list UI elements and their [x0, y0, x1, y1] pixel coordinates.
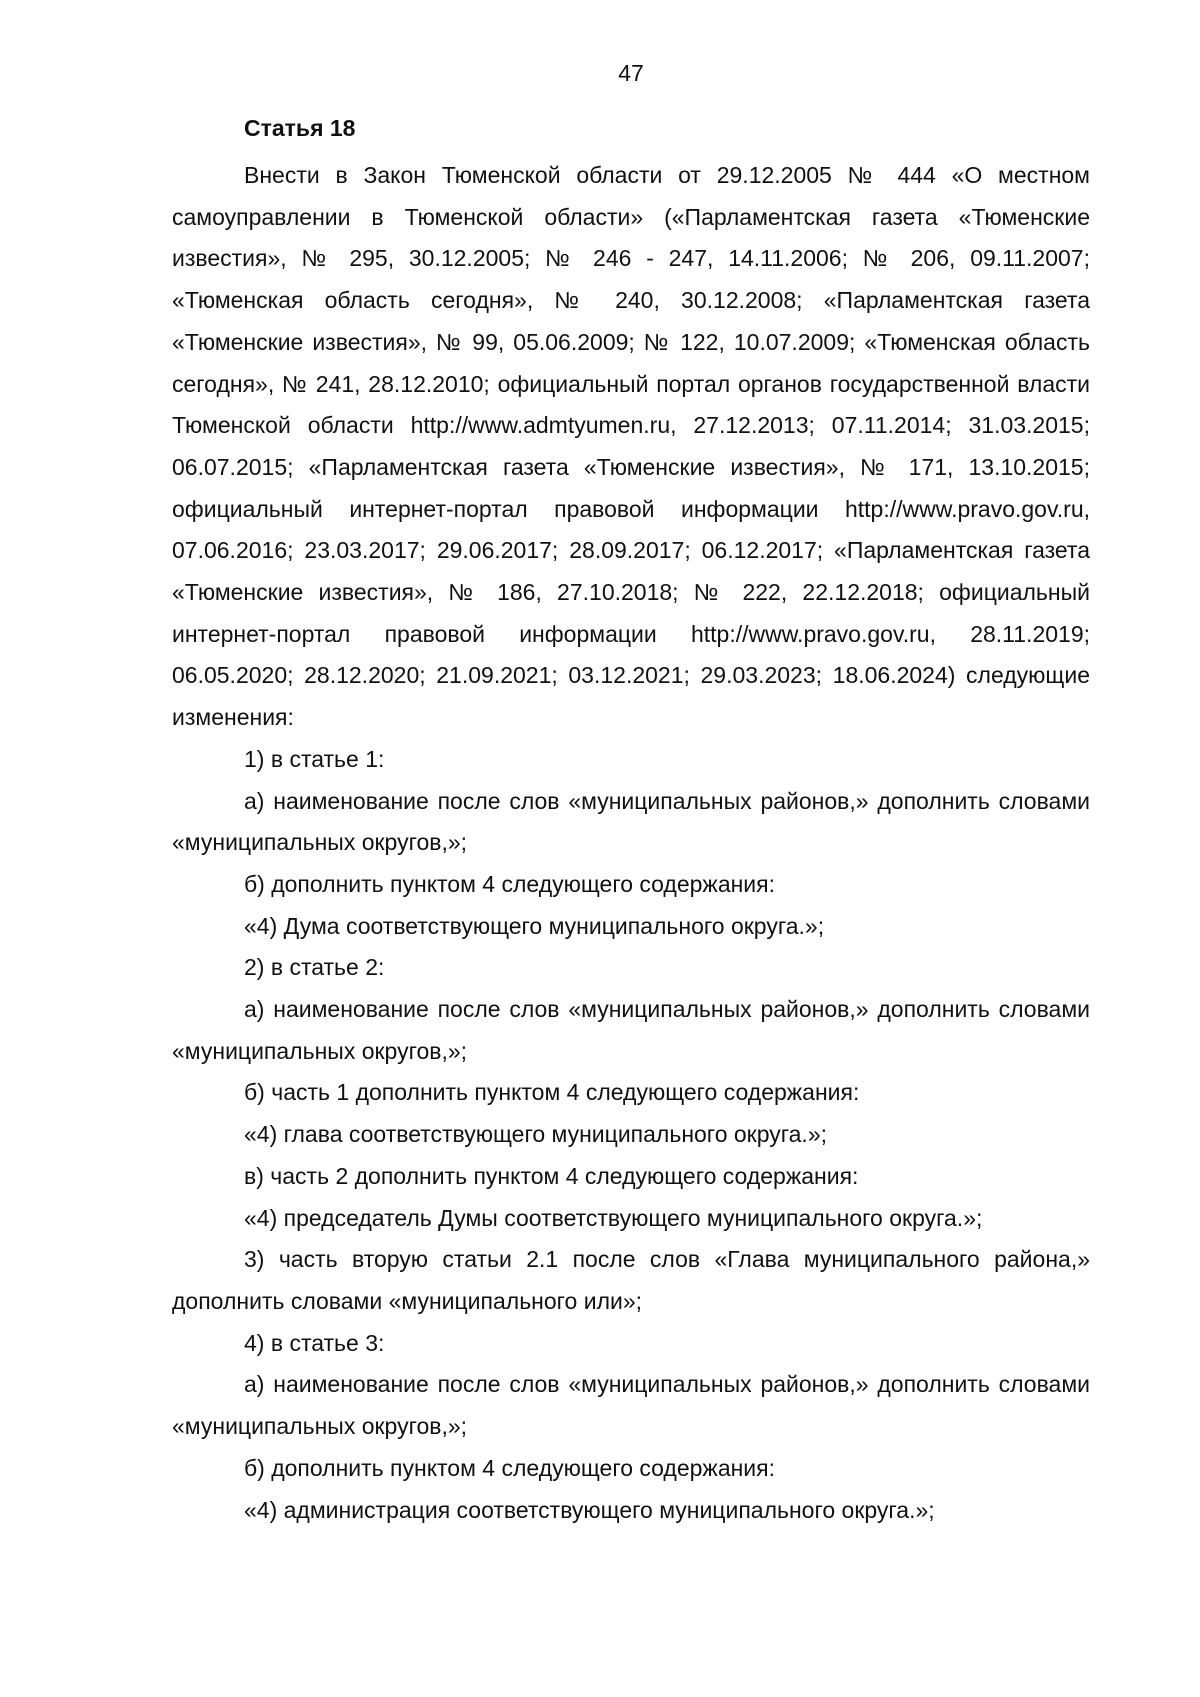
amendment-paragraph: б) дополнить пунктом 4 следующего содержания: [244, 870, 775, 897]
amendment-paragraph: а) наименование после слов «муниципальных районов,» дополнить словами «муниципальных округов,»; [172, 1371, 1090, 1440]
amendment-paragraph: б) часть 1 дополнить пунктом 4 следующего содержания: [244, 1079, 860, 1106]
amendment-paragraph: «4) председатель Думы соответствующего муниципального округа.»; [244, 1204, 983, 1231]
amendment-paragraph: 2) в статье 2: [244, 954, 385, 981]
amendment-paragraph: б) дополнить пунктом 4 следующего содержания: [244, 1454, 775, 1481]
amendment-paragraph: 1) в статье 1: [244, 745, 385, 772]
amendment-paragraph: «4) администрация соответствующего муниципального округа.»; [244, 1496, 935, 1523]
amendments-list [172, 739, 1090, 1531]
article-preamble: Внести в Закон Тюменской области от 29.12.2005 № 444 «О местном самоуправлении в Тюменской области» («Парламентская газета «Тюменские известия», № 295, 30.12.2005; № 246 - 247, 14.11.2006; № 206, 09.11.2007; «Тюменская область сегодня», № 240, 30.12.2008; «Парламентская газета «Тюменские известия», № 99, 05.06.2009; № 122, 10.07.2009; «Тюменская область сегодня», № 241, 28.12.2010; официальный портал органов государственной власти Тюменской области http://www.admtyumen.ru, 27.12.2013; 07.11.2014; 31.03.2015; 06.07.2015; «Парламентская газета «Тюменские известия», № 171, 13.10.2015; официальный интернет-портал правовой информации http://www.pravo.gov.ru, 07.06.2016; 23.03.2017; 29.06.2017; 28.09.2017; 06.12.2017; «Парламентская газета «Тюменские известия», № 186, 27.10.2018; № 222, 22.12.2018; официальный интернет-портал правовой информации http://www.pravo.gov.ru, 28.11.2019; 06.05.2020; 28.12.2020; 21.09.2021; 03.12.2021; 29.03.2023; 18.06.2024) следующие изменения: [172, 162, 1090, 731]
amendment-paragraph: «4) глава соответствующего муниципального округа.»; [244, 1121, 828, 1148]
article-heading: Статья 18 [244, 115, 356, 141]
amendment-paragraph: 4) в статье 3: [244, 1329, 385, 1356]
amendment-paragraph: 3) часть вторую статьи 2.1 после слов «Глава муниципального района,» дополнить словами «муниципального или»; [172, 1246, 1090, 1314]
amendment-paragraph: а) наименование после слов «муниципальных районов,» дополнить словами «муниципальных округов,»; [172, 996, 1090, 1064]
amendment-paragraph: в) часть 2 дополнить пунктом 4 следующего содержания: [244, 1162, 859, 1189]
page-number: 47 [618, 60, 644, 86]
document-page [172, 58, 1090, 1531]
amendment-paragraph: а) наименование после слов «муниципальных районов,» дополнить словами «муниципальных округов,»; [172, 787, 1090, 856]
amendment-paragraph: «4) Дума соответствующего муниципального округа.»; [244, 912, 825, 939]
